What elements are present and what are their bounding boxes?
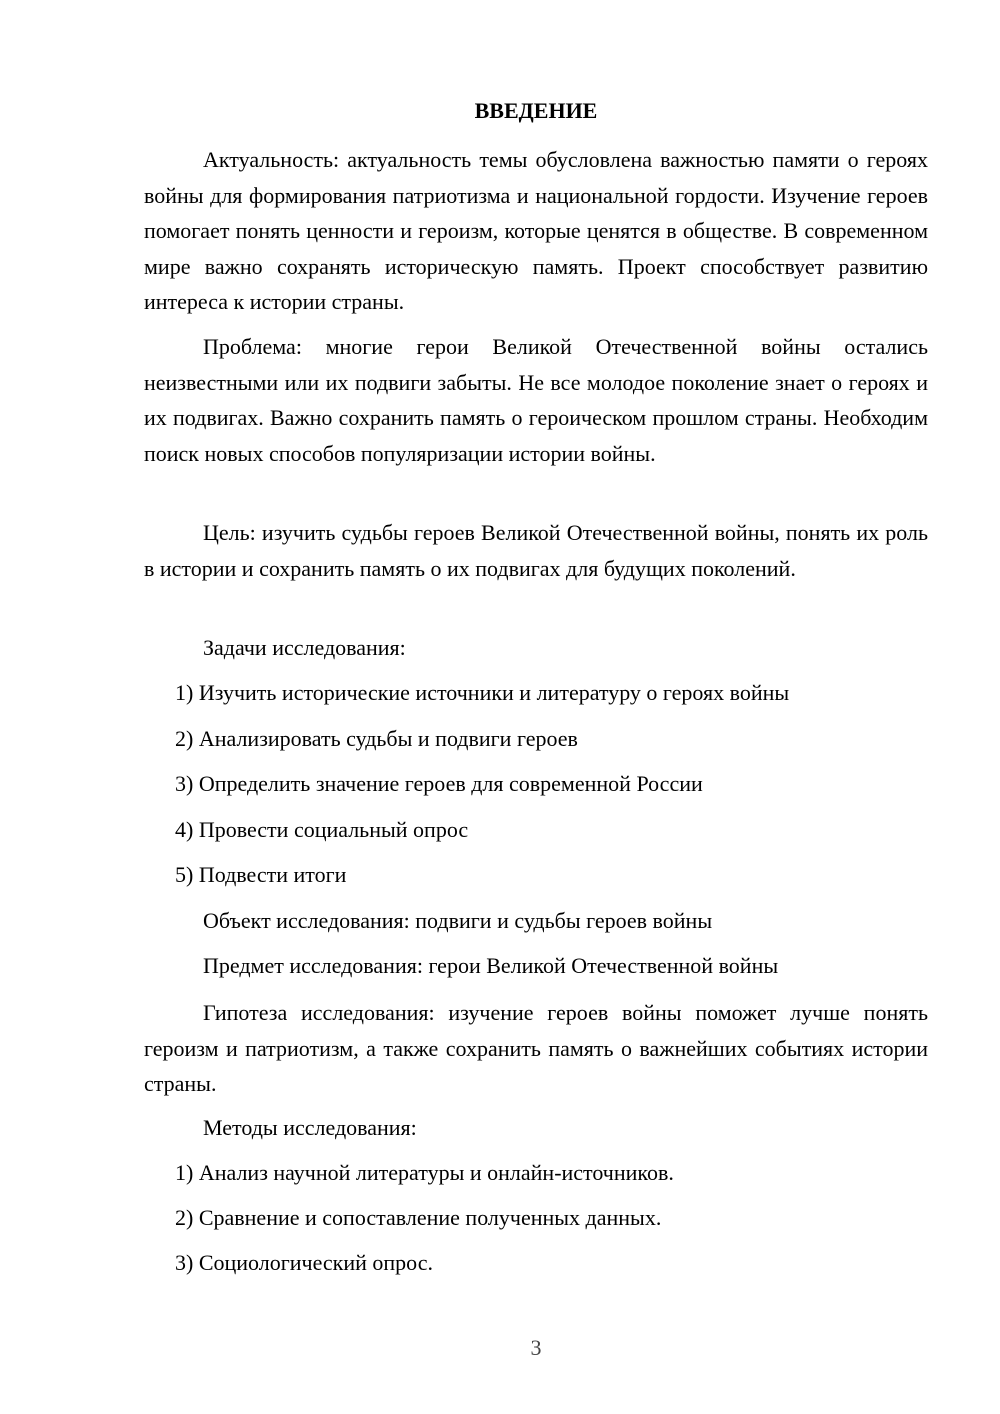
page-title: ВВЕДЕНИЕ	[474, 98, 598, 123]
task-item: 2) Анализировать судьбы и подвиги героев	[175, 726, 578, 751]
task-item: 5) Подвести итоги	[175, 862, 347, 887]
paragraph-hypothesis: Гипотеза исследования: изучение героев войны поможет лучше понять героизм и патриотизм, а также сохранить память о важнейших событиях истории страны.	[144, 1000, 928, 1096]
paragraph-relevance: Актуальность: актуальность темы обусловлена важностью памяти о героях войны для формирования патриотизма и национальной гордости. Изучение героев помогает понять ценности и героизм, которые ценятся в обществе. В современном мире важно сохранять историческую память. Проект способствует развитию интереса к истории страны.	[144, 147, 928, 314]
paragraph-problem: Проблема: многие герои Великой Отечественной войны остались неизвестными или их подвиги забыты. Не все молодое поколение знает о героях и их подвигах. Важно сохранить память о героическом прошлом страны. Необходим поиск новых способов популяризации истории войны.	[144, 334, 928, 466]
task-item: 3) Определить значение героев для современной России	[175, 771, 703, 796]
research-subject: Предмет исследования: герои Великой Отечественной войны	[203, 953, 779, 978]
method-item: 1) Анализ научной литературы и онлайн-источников.	[175, 1160, 674, 1185]
task-item: 1) Изучить исторические источники и литературу о героях войны	[175, 680, 790, 705]
task-item: 4) Провести социальный опрос	[175, 817, 469, 842]
paragraph-goal: Цель: изучить судьбы героев Великой Отечественной войны, понять их роль в истории и сохранить память о их подвигах для будущих поколений.	[144, 520, 928, 581]
method-item: 2) Сравнение и сопоставление полученных данных.	[175, 1205, 662, 1230]
methods-heading: Методы исследования:	[203, 1115, 417, 1140]
tasks-heading: Задачи исследования:	[203, 635, 406, 660]
page-number: 3	[530, 1335, 542, 1360]
research-object: Объект исследования: подвиги и судьбы героев войны	[203, 908, 713, 933]
method-item: 3) Социологический опрос.	[175, 1250, 433, 1275]
